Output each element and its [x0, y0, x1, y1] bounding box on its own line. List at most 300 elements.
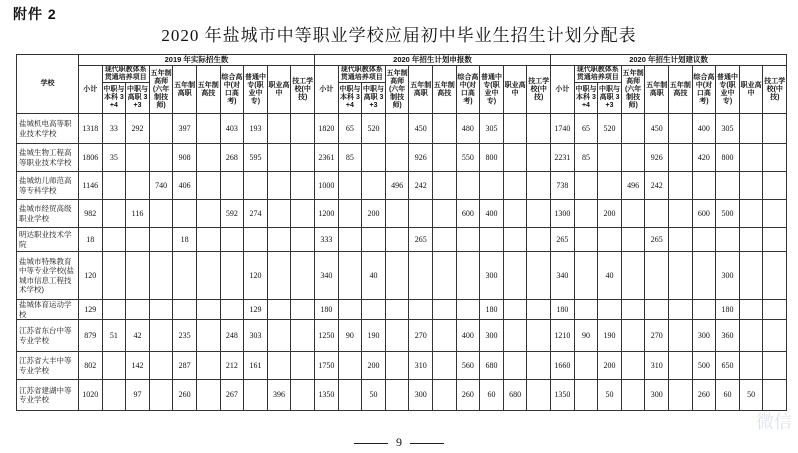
header-five-higher: 五年制高职 — [409, 66, 433, 114]
table-cell — [739, 144, 763, 172]
table-cell — [574, 252, 598, 300]
table-cell — [669, 320, 693, 352]
table-cell — [621, 252, 645, 300]
table-cell — [362, 144, 386, 172]
table-cell — [173, 300, 197, 320]
table-cell — [267, 200, 291, 228]
table-cell — [338, 380, 362, 411]
table-cell: 738 — [551, 172, 575, 200]
school-name: 盐城机电高等职业技术学校 — [17, 114, 79, 144]
table-cell — [102, 300, 126, 320]
table-cell — [480, 172, 504, 200]
table-cell — [692, 252, 716, 300]
table-cell: 600 — [456, 200, 480, 228]
table-cell — [433, 144, 457, 172]
school-name: 盐城幼儿师范高等专科学校 — [17, 172, 79, 200]
table-cell — [645, 200, 669, 228]
header-comp: 综合高中(对口高考) — [456, 66, 480, 114]
table-cell — [409, 200, 433, 228]
table-cell — [102, 200, 126, 228]
table-cell: 60 — [480, 380, 504, 411]
table-cell: 265 — [409, 228, 433, 252]
table-cell — [456, 252, 480, 300]
table-cell: 2231 — [551, 144, 575, 172]
table-cell — [598, 228, 622, 252]
table-cell — [739, 352, 763, 380]
table-cell: 340 — [551, 252, 575, 300]
table-cell: 260 — [692, 380, 716, 411]
table-cell — [149, 200, 173, 228]
table-cell — [763, 200, 787, 228]
table-cell: 242 — [645, 172, 669, 200]
table-cell — [763, 172, 787, 200]
table-cell: 926 — [409, 144, 433, 172]
enrollment-plan-table — [16, 54, 787, 411]
table-cell — [244, 172, 268, 200]
table-cell: 40 — [598, 252, 622, 300]
table-cell: 120 — [244, 252, 268, 300]
table-cell: 51 — [102, 320, 126, 352]
table-cell: 42 — [126, 320, 150, 352]
table-cell — [503, 228, 527, 252]
header-m33: 中职与高职 3+3 — [362, 83, 386, 114]
table-cell — [196, 228, 220, 252]
table-cell: 740 — [149, 172, 173, 200]
table-cell — [763, 380, 787, 411]
header-tech: 技工学校(中技) — [291, 66, 315, 114]
table-cell — [362, 172, 386, 200]
table-cell: 300 — [409, 380, 433, 411]
table-cell: 35 — [102, 144, 126, 172]
header-general: 普通中专(职业中专) — [480, 66, 504, 114]
header-total: 小计 — [551, 66, 575, 114]
table-cell — [291, 144, 315, 172]
table-cell — [598, 300, 622, 320]
table-cell: 50 — [362, 380, 386, 411]
table-cell — [527, 200, 551, 228]
table-cell — [527, 352, 551, 380]
table-cell: 292 — [126, 114, 150, 144]
table-cell — [739, 300, 763, 320]
table-cell — [102, 252, 126, 300]
table-cell — [433, 320, 457, 352]
table-cell: 300 — [480, 320, 504, 352]
table-cell: 480 — [456, 114, 480, 144]
table-cell — [739, 114, 763, 144]
table-row — [17, 200, 787, 228]
table-cell: 97 — [126, 380, 150, 411]
table-cell: 267 — [220, 380, 244, 411]
table-cell: 908 — [173, 144, 197, 172]
table-cell: 300 — [480, 252, 504, 300]
document-title: 2020 年盐城市中等职业学校应届初中毕业生招生计划分配表 — [161, 26, 637, 45]
table-cell: 650 — [716, 352, 740, 380]
header-vocational: 职业高中 — [503, 66, 527, 114]
table-row — [17, 228, 787, 252]
table-cell: 85 — [338, 144, 362, 172]
school-name: 盐城体育运动学校 — [17, 300, 79, 320]
table-cell: 60 — [716, 380, 740, 411]
table-cell: 305 — [716, 114, 740, 144]
table-cell — [149, 300, 173, 320]
page-footer — [0, 435, 798, 450]
table-cell — [527, 380, 551, 411]
table-cell — [102, 380, 126, 411]
table-cell: 396 — [267, 380, 291, 411]
table-cell: 310 — [409, 352, 433, 380]
table-cell: 1300 — [551, 200, 575, 228]
table-cell: 50 — [598, 380, 622, 411]
table-cell — [669, 380, 693, 411]
table-cell — [503, 144, 527, 172]
header-five-normal: 五年制高师(六年制技师) — [621, 66, 645, 114]
table-cell — [739, 252, 763, 300]
header-comp: 综合高中(对口高考) — [220, 66, 244, 114]
table-cell: 40 — [362, 252, 386, 300]
table-cell — [763, 300, 787, 320]
table-cell: 161 — [244, 352, 268, 380]
table-cell — [433, 252, 457, 300]
table-cell — [645, 252, 669, 300]
table-cell: 500 — [692, 352, 716, 380]
table-cell: 800 — [480, 144, 504, 172]
table-cell: 18 — [79, 228, 103, 252]
header-vocational: 职业高中 — [267, 66, 291, 114]
table-cell — [527, 228, 551, 252]
table-cell — [739, 320, 763, 352]
table-cell — [621, 352, 645, 380]
table-cell — [669, 252, 693, 300]
table-cell: 1200 — [315, 200, 339, 228]
table-cell: 180 — [551, 300, 575, 320]
table-cell: 400 — [480, 200, 504, 228]
table-cell: 400 — [456, 320, 480, 352]
table-cell — [433, 300, 457, 320]
table-cell: 360 — [716, 320, 740, 352]
table-cell: 1750 — [315, 352, 339, 380]
table-cell — [220, 300, 244, 320]
table-cell: 303 — [244, 320, 268, 352]
header-total: 小计 — [315, 66, 339, 114]
table-cell — [763, 352, 787, 380]
table-cell: 879 — [79, 320, 103, 352]
table-cell — [267, 300, 291, 320]
table-cell — [338, 172, 362, 200]
table-cell: 1318 — [79, 114, 103, 144]
header-five-tech: 五年制高技 — [196, 66, 220, 114]
table-cell — [385, 200, 409, 228]
header-general: 普通中专(职业中专) — [244, 66, 268, 114]
header-m34: 中职与本科 3+4 — [102, 83, 126, 114]
section-2020-apply: 2020 年招生计划申报数 — [315, 55, 551, 66]
table-cell — [527, 252, 551, 300]
table-cell — [338, 300, 362, 320]
table-cell: 200 — [362, 352, 386, 380]
table-cell — [385, 228, 409, 252]
header-vocational: 职业高中 — [739, 66, 763, 114]
table-cell: 300 — [692, 320, 716, 352]
table-cell — [763, 144, 787, 172]
table-cell — [291, 200, 315, 228]
table-cell: 450 — [645, 114, 669, 144]
table-cell — [291, 300, 315, 320]
table-cell: 982 — [79, 200, 103, 228]
table-cell — [574, 172, 598, 200]
table-cell: 200 — [598, 352, 622, 380]
table-cell: 592 — [220, 200, 244, 228]
table-cell: 333 — [315, 228, 339, 252]
school-name: 江苏省建湖中等专业学校 — [17, 380, 79, 411]
table-cell — [433, 352, 457, 380]
table-cell — [149, 320, 173, 352]
table-cell: 1146 — [79, 172, 103, 200]
table-cell — [149, 114, 173, 144]
table-cell: 270 — [409, 320, 433, 352]
table-cell: 50 — [739, 380, 763, 411]
table-cell: 65 — [574, 114, 598, 144]
header-total: 小计 — [79, 66, 103, 114]
table-cell — [433, 228, 457, 252]
table-cell: 190 — [362, 320, 386, 352]
header-m34: 中职与本科 3+4 — [338, 83, 362, 114]
header-five-higher: 五年制高职 — [645, 66, 669, 114]
table-cell: 180 — [315, 300, 339, 320]
table-cell: 340 — [315, 252, 339, 300]
attachment-label: 附件 2 — [13, 6, 57, 22]
table-cell — [385, 380, 409, 411]
table-cell — [669, 144, 693, 172]
watermark: 微信 — [756, 412, 792, 433]
table-cell: 120 — [79, 252, 103, 300]
table-cell — [338, 200, 362, 228]
table-cell — [149, 252, 173, 300]
table-cell — [669, 172, 693, 200]
table-cell — [267, 252, 291, 300]
table-cell — [126, 300, 150, 320]
table-cell: 560 — [456, 352, 480, 380]
header-modern: 现代职教体系贯通培养项目 — [574, 66, 621, 83]
table-cell: 1250 — [315, 320, 339, 352]
table-cell — [409, 252, 433, 300]
table-body — [17, 114, 787, 411]
table-cell — [669, 300, 693, 320]
table-cell — [267, 172, 291, 200]
table-cell: 129 — [244, 300, 268, 320]
table-cell — [621, 380, 645, 411]
table-row — [17, 172, 787, 200]
table-cell — [503, 352, 527, 380]
table-cell — [244, 228, 268, 252]
table-cell: 926 — [645, 144, 669, 172]
header-tech: 技工学校(中技) — [763, 66, 787, 114]
table-cell — [574, 380, 598, 411]
table-cell — [196, 300, 220, 320]
header-comp: 综合高中(对口高考) — [692, 66, 716, 114]
table-cell — [220, 172, 244, 200]
table-cell: 305 — [480, 114, 504, 144]
table-cell — [338, 352, 362, 380]
table-cell: 520 — [362, 114, 386, 144]
table-cell — [149, 144, 173, 172]
table-cell: 403 — [220, 114, 244, 144]
table-cell: 190 — [598, 320, 622, 352]
table-cell: 265 — [645, 228, 669, 252]
table-cell: 85 — [574, 144, 598, 172]
table-cell: 33 — [102, 114, 126, 144]
header-m34: 中职与本科 3+4 — [574, 83, 598, 114]
table-cell — [149, 380, 173, 411]
table-cell: 260 — [173, 380, 197, 411]
table-cell — [716, 172, 740, 200]
table-cell: 400 — [692, 114, 716, 144]
section-2020-suggest: 2020 年招生计划建议数 — [551, 55, 787, 66]
table-cell — [433, 172, 457, 200]
table-cell — [456, 300, 480, 320]
table-cell — [196, 380, 220, 411]
table-cell: 1660 — [551, 352, 575, 380]
table-cell — [362, 228, 386, 252]
table-cell: 260 — [456, 380, 480, 411]
table-cell: 90 — [574, 320, 598, 352]
table-cell — [503, 114, 527, 144]
table-cell — [527, 114, 551, 144]
table-cell — [291, 252, 315, 300]
table-cell — [291, 352, 315, 380]
table-cell — [692, 228, 716, 252]
table-cell — [739, 200, 763, 228]
table-cell — [527, 172, 551, 200]
table-cell — [574, 300, 598, 320]
table-cell: 129 — [79, 300, 103, 320]
header-five-tech: 五年制高技 — [433, 66, 457, 114]
table-cell — [433, 380, 457, 411]
table-cell — [196, 200, 220, 228]
table-cell — [267, 320, 291, 352]
table-cell — [503, 300, 527, 320]
table-cell: 116 — [126, 200, 150, 228]
table-cell — [409, 300, 433, 320]
table-cell: 1806 — [79, 144, 103, 172]
table-cell — [196, 352, 220, 380]
table-cell — [126, 228, 150, 252]
table-cell: 1740 — [551, 114, 575, 144]
table-cell: 1210 — [551, 320, 575, 352]
table-cell — [385, 352, 409, 380]
table-cell: 496 — [385, 172, 409, 200]
table-cell — [196, 144, 220, 172]
table-cell — [598, 172, 622, 200]
table-cell — [621, 144, 645, 172]
section-2019-actual: 2019 年实际招生数 — [79, 55, 315, 66]
school-name: 盐城生物工程高等职业技术学校 — [17, 144, 79, 172]
table-cell — [527, 300, 551, 320]
table-cell — [385, 320, 409, 352]
table-cell: 1350 — [315, 380, 339, 411]
table-cell — [220, 252, 244, 300]
table-cell — [621, 200, 645, 228]
table-cell — [102, 228, 126, 252]
table-cell — [598, 144, 622, 172]
table-cell: 242 — [409, 172, 433, 200]
table-cell — [574, 200, 598, 228]
table-cell: 90 — [338, 320, 362, 352]
header-school: 学校 — [17, 55, 79, 114]
table-cell: 496 — [621, 172, 645, 200]
table-row — [17, 300, 787, 320]
table-cell — [220, 228, 244, 252]
table-cell: 800 — [716, 144, 740, 172]
table-cell: 268 — [220, 144, 244, 172]
table-cell: 310 — [645, 352, 669, 380]
table-cell — [645, 300, 669, 320]
table-cell: 274 — [244, 200, 268, 228]
table-cell: 520 — [598, 114, 622, 144]
table-cell — [621, 228, 645, 252]
header-modern: 现代职教体系贯通培养项目 — [102, 66, 149, 83]
header-modern: 现代职教体系贯通培养项目 — [338, 66, 385, 83]
table-cell — [196, 252, 220, 300]
table-cell: 18 — [173, 228, 197, 252]
table-cell — [267, 352, 291, 380]
table-cell — [196, 320, 220, 352]
table-cell: 1350 — [551, 380, 575, 411]
table-cell: 200 — [598, 200, 622, 228]
school-name: 江苏省大丰中等专业学校 — [17, 352, 79, 380]
table-cell — [173, 200, 197, 228]
table-cell: 802 — [79, 352, 103, 380]
table-cell — [126, 172, 150, 200]
table-cell — [669, 114, 693, 144]
table-cell — [456, 172, 480, 200]
table-cell — [385, 114, 409, 144]
table-cell — [338, 228, 362, 252]
table-cell — [267, 144, 291, 172]
table-cell — [621, 320, 645, 352]
table-cell — [480, 228, 504, 252]
table-cell — [385, 144, 409, 172]
table-cell — [503, 252, 527, 300]
table-cell — [716, 228, 740, 252]
table-cell — [126, 144, 150, 172]
header-tech: 技工学校(中技) — [527, 66, 551, 114]
table-cell — [126, 252, 150, 300]
table-cell — [739, 172, 763, 200]
school-name: 江苏省东台中等专业学校 — [17, 320, 79, 352]
table-cell: 1820 — [315, 114, 339, 144]
table-cell — [362, 300, 386, 320]
table-cell — [503, 200, 527, 228]
table-cell — [385, 300, 409, 320]
table-cell: 300 — [645, 380, 669, 411]
table-cell: 180 — [480, 300, 504, 320]
table-cell — [692, 300, 716, 320]
table-cell — [173, 252, 197, 300]
table-row — [17, 320, 787, 352]
table-cell — [621, 114, 645, 144]
footer-dash-left — [354, 443, 388, 444]
table-cell — [385, 252, 409, 300]
table-cell — [196, 172, 220, 200]
table-cell — [291, 114, 315, 144]
table-cell: 420 — [692, 144, 716, 172]
page-number: 9 — [396, 435, 402, 449]
table-cell: 212 — [220, 352, 244, 380]
header-five-higher: 五年制高职 — [173, 66, 197, 114]
table-cell: 2361 — [315, 144, 339, 172]
table-cell — [527, 320, 551, 352]
table-cell: 248 — [220, 320, 244, 352]
header-five-normal: 五年制高师(六年制技师) — [385, 66, 409, 114]
